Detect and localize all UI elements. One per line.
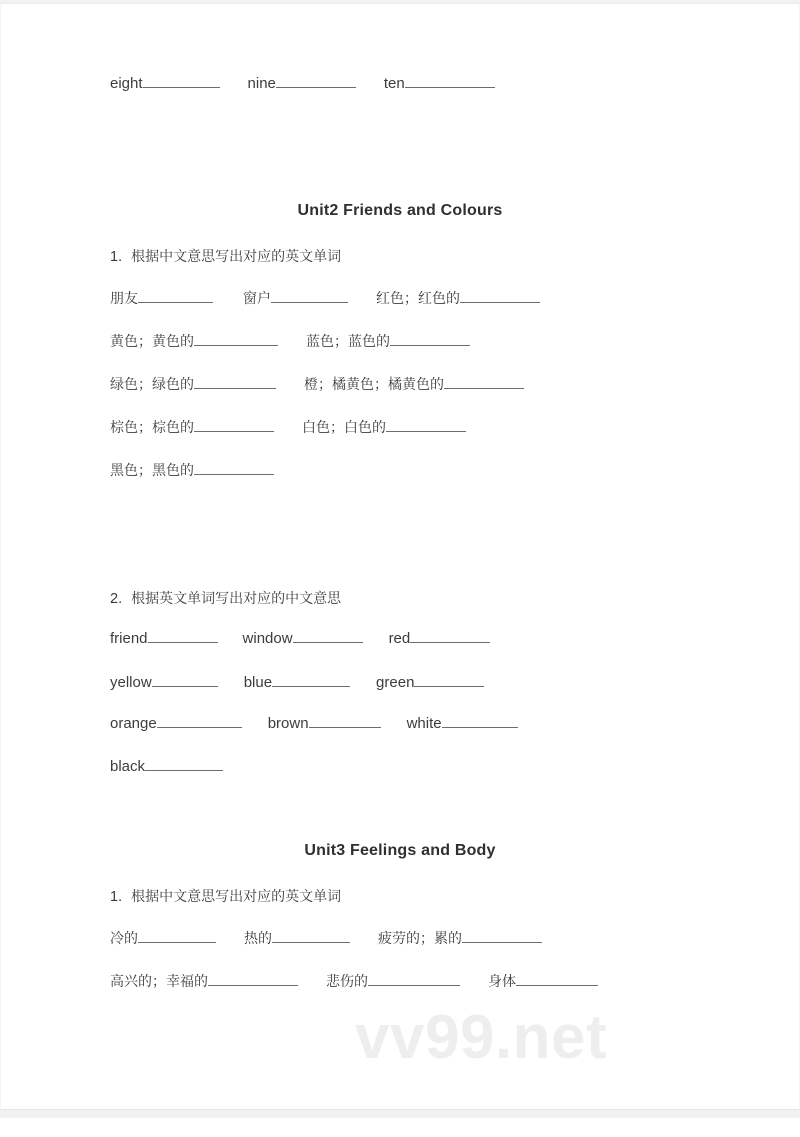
vocab-term: 黄色；黄色的 [110, 334, 194, 350]
vocab-term: 红色；红色的 [376, 291, 460, 307]
answer-blank[interactable] [410, 629, 490, 643]
answer-blank[interactable] [405, 74, 495, 88]
site-watermark: vv99.net [355, 1003, 608, 1072]
page-edge-left [0, 3, 1, 1109]
answer-blank[interactable] [143, 74, 220, 88]
answer-blank[interactable] [194, 418, 274, 432]
exercise-row [110, 288, 540, 308]
vocab-item [110, 928, 216, 948]
exercise-row [110, 757, 223, 775]
vocab-item [306, 331, 470, 351]
answer-blank[interactable] [138, 289, 213, 303]
answer-blank[interactable] [272, 673, 350, 687]
answer-blank[interactable] [462, 929, 542, 943]
answer-blank[interactable] [442, 714, 518, 728]
vocab-item [110, 673, 218, 691]
section-text: 根据中文意思写出对应的英文单词 [131, 889, 342, 905]
vocab-term: brown [267, 715, 309, 732]
page-edge-top [0, 0, 800, 4]
section-text: 根据中文意思写出对应的英文单词 [131, 249, 342, 265]
vocab-term: 绿色；绿色的 [110, 377, 194, 393]
vocab-term: red [388, 630, 411, 647]
exercise-row [110, 374, 524, 394]
vocab-item [326, 971, 460, 991]
exercise-row [110, 629, 490, 647]
vocab-item [110, 331, 278, 351]
section-label-unit2-2 [110, 588, 341, 608]
vocab-term: friend [110, 630, 148, 647]
answer-blank[interactable] [145, 757, 223, 771]
exercise-row [110, 928, 542, 948]
vocab-item [407, 714, 518, 732]
vocab-term: 悲伤的 [326, 974, 368, 990]
vocab-item [389, 629, 491, 647]
vocab-term: blue [243, 674, 273, 691]
vocab-item [110, 74, 220, 92]
answer-blank[interactable] [138, 929, 216, 943]
vocab-item [376, 673, 484, 691]
vocab-term: 窗户 [243, 291, 271, 307]
section-label-unit3-1 [110, 886, 341, 906]
vocab-term: 朋友 [110, 291, 138, 307]
vocab-term: yellow [110, 674, 152, 691]
answer-blank[interactable] [194, 461, 274, 475]
vocab-item [110, 417, 274, 437]
vocab-item [244, 928, 350, 948]
answer-blank[interactable] [272, 929, 350, 943]
vocab-term: black [110, 758, 146, 775]
answer-blank[interactable] [368, 972, 460, 986]
exercise-row [110, 673, 484, 691]
vocab-term: 高兴的；幸福的 [110, 974, 208, 990]
page-edge-bottom [0, 1109, 800, 1118]
vocab-item [304, 374, 524, 394]
vocab-term: orange [110, 715, 157, 732]
answer-blank[interactable] [208, 972, 298, 986]
vocab-term: 白色；白色的 [302, 420, 386, 436]
answer-blank[interactable] [194, 332, 278, 346]
vocab-item [110, 460, 274, 480]
section-number: 2. [110, 591, 123, 607]
page-gutter [0, 1120, 800, 1137]
answer-blank[interactable] [152, 673, 218, 687]
unit-title-unit3: Unit3 Feelings and Body [304, 842, 496, 859]
section-label-unit2-1 [110, 246, 341, 266]
exercise-row [110, 714, 518, 732]
vocab-item [110, 757, 223, 775]
vocab-item [302, 417, 466, 437]
exercise-row [110, 971, 598, 991]
answer-blank[interactable] [414, 673, 484, 687]
exercise-row [110, 417, 466, 437]
vocab-term: 蓝色；蓝色的 [306, 334, 390, 350]
vocab-term: nine [247, 75, 276, 92]
answer-blank[interactable] [194, 375, 276, 389]
exercise-row [110, 331, 470, 351]
vocab-term: eight [110, 75, 143, 92]
section-number: 1. [110, 249, 123, 265]
vocab-term: window [242, 630, 293, 647]
vocab-term: 热的 [244, 931, 272, 947]
vocab-item [243, 288, 348, 308]
answer-blank[interactable] [276, 74, 356, 88]
vocab-term: white [406, 715, 442, 732]
vocab-term: 黑色；黑色的 [110, 463, 194, 479]
answer-blank[interactable] [386, 418, 466, 432]
answer-blank[interactable] [444, 375, 524, 389]
vocab-term: 棕色；棕色的 [110, 420, 194, 436]
vocab-item [378, 928, 542, 948]
vocab-item [376, 288, 540, 308]
answer-blank[interactable] [460, 289, 540, 303]
answer-blank[interactable] [309, 714, 381, 728]
vocab-item [110, 714, 242, 732]
vocab-item [243, 629, 363, 647]
answer-blank[interactable] [390, 332, 470, 346]
answer-blank[interactable] [293, 629, 363, 643]
section-number: 1. [110, 889, 123, 905]
vocab-item [110, 629, 218, 647]
answer-blank[interactable] [157, 714, 242, 728]
vocab-item [244, 673, 350, 691]
vocab-item [384, 74, 495, 92]
exercise-row [110, 460, 274, 480]
section-text: 根据英文单词写出对应的中文意思 [131, 591, 342, 607]
answer-blank[interactable] [148, 629, 218, 643]
vocab-term: ten [383, 75, 405, 92]
continued-number-words-row [110, 74, 495, 92]
unit-title-unit2: Unit2 Friends and Colours [297, 202, 503, 219]
answer-blank[interactable] [271, 289, 348, 303]
vocab-term: green [376, 674, 415, 691]
vocab-term: 冷的 [110, 931, 138, 947]
vocab-item [248, 74, 356, 92]
answer-blank[interactable] [516, 972, 598, 986]
vocab-item [110, 971, 298, 991]
vocab-term: 身体 [488, 974, 516, 990]
vocab-item [110, 374, 276, 394]
vocab-term: 橙；橘黄色；橘黄色的 [304, 377, 444, 393]
vocab-item [110, 288, 213, 308]
vocab-item [268, 714, 381, 732]
vocab-item [488, 971, 598, 991]
vocab-term: 疲劳的；累的 [378, 931, 462, 947]
